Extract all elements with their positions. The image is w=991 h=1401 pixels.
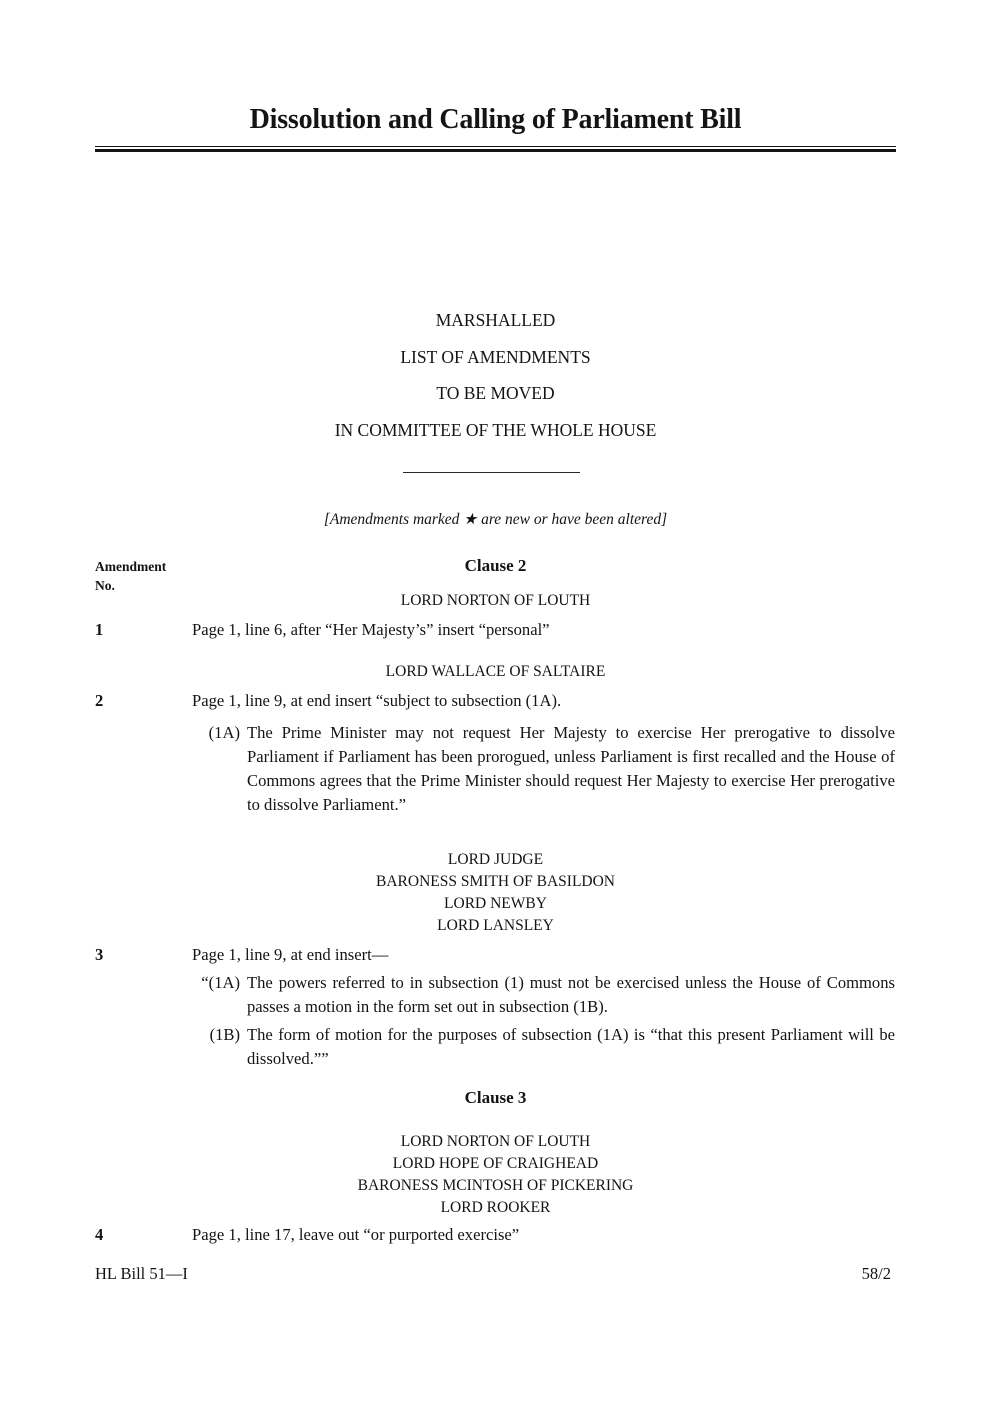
sponsor-name: LORD NEWBY xyxy=(444,895,547,912)
heading-marshalled: MARSHALLED xyxy=(435,310,556,330)
amendment-3-text: Page 1, line 9, at end insert— xyxy=(192,945,389,964)
bill-reference: HL Bill 51—I xyxy=(95,1264,188,1283)
amendment-1-row xyxy=(95,618,896,642)
amendment-no-label-line2: No. xyxy=(95,578,115,593)
amendment-2-subparagraph-1A xyxy=(95,721,896,817)
amendment-4-number: 4 xyxy=(95,1225,104,1244)
amendment-1-number: 1 xyxy=(95,620,104,639)
sponsor-list-group-2 xyxy=(0,661,991,683)
heading-committee: IN COMMITTEE OF THE WHOLE HOUSE xyxy=(334,419,657,440)
title-double-rule xyxy=(95,146,896,152)
sponsor-name: LORD LANSLEY xyxy=(437,917,554,934)
subparagraph-label: “(1A) xyxy=(201,973,240,992)
amendment-2-row xyxy=(95,689,896,713)
amendment-2-number: 2 xyxy=(95,691,104,710)
heading-list-of-amendments: LIST OF AMENDMENTS xyxy=(400,346,591,367)
sponsor-name: LORD JUDGE xyxy=(447,851,544,868)
subparagraph-text: The Prime Minister may not request Her Majesty to exercise Her prerogative to dissolve Parliament if Parliament has been prorogued, unless Parliament is first recalled and the House of Commons agrees that the Prime Minister should request Her Majesty to exercise Her prerogative to dissolve Parliament.” xyxy=(247,723,895,814)
separator-line xyxy=(403,472,580,473)
sponsor-name: LORD HOPE OF CRAIGHEAD xyxy=(392,1155,599,1172)
sponsor-name: LORD NORTON OF LOUTH xyxy=(400,592,591,609)
sponsor-name: BARONESS MCINTOSH OF PICKERING xyxy=(357,1177,634,1194)
subparagraph-label: (1B) xyxy=(209,1025,240,1044)
amendment-3-row xyxy=(95,943,896,967)
page-footer xyxy=(95,1263,891,1285)
heading-to-be-moved: TO BE MOVED xyxy=(436,383,555,403)
sponsor-list-group-3 xyxy=(0,849,991,937)
subparagraph-label: (1A) xyxy=(208,723,240,742)
subparagraph-text: The form of motion for the purposes of subsection (1A) is “that this present Parliament will be dissolved.”” xyxy=(247,1025,895,1068)
amendment-no-label-line1: Amendment xyxy=(95,559,167,574)
running-number: 58/2 xyxy=(861,1264,891,1283)
clause-3-heading: Clause 3 xyxy=(464,1088,527,1107)
sponsor-list-group-1 xyxy=(0,590,991,612)
amendment-4-text: Page 1, line 17, leave out “or purported exercise” xyxy=(192,1225,520,1244)
sponsor-name: LORD ROOKER xyxy=(440,1199,551,1216)
amendment-3-subparagraph-1A xyxy=(95,971,896,1019)
front-matter-headings xyxy=(0,302,991,448)
amendments-marked-note: [Amendments marked ★ are new or have been altered] xyxy=(323,511,668,528)
bill-title: Dissolution and Calling of Parliament Bill xyxy=(249,104,742,135)
amendment-4-row xyxy=(95,1223,896,1247)
sponsor-list-group-4 xyxy=(0,1131,991,1219)
amendment-2-text: Page 1, line 9, at end insert “subject to subsection (1A). xyxy=(192,691,562,710)
sponsor-name: LORD WALLACE OF SALTAIRE xyxy=(385,663,606,680)
amendment-1-text: Page 1, line 6, after “Her Majesty’s” insert “personal” xyxy=(192,620,550,639)
clause-2-heading: Clause 2 xyxy=(464,556,527,575)
amendment-3-subparagraph-1B xyxy=(95,1023,896,1071)
sponsor-name: LORD NORTON OF LOUTH xyxy=(400,1133,591,1150)
subparagraph-text: The powers referred to in subsection (1) must not be exercised unless the House of Commons passes a motion in the form set out in subsection (1B). xyxy=(247,973,895,1016)
sponsor-name: BARONESS SMITH OF BASILDON xyxy=(376,873,615,890)
amendment-3-number: 3 xyxy=(95,945,104,964)
